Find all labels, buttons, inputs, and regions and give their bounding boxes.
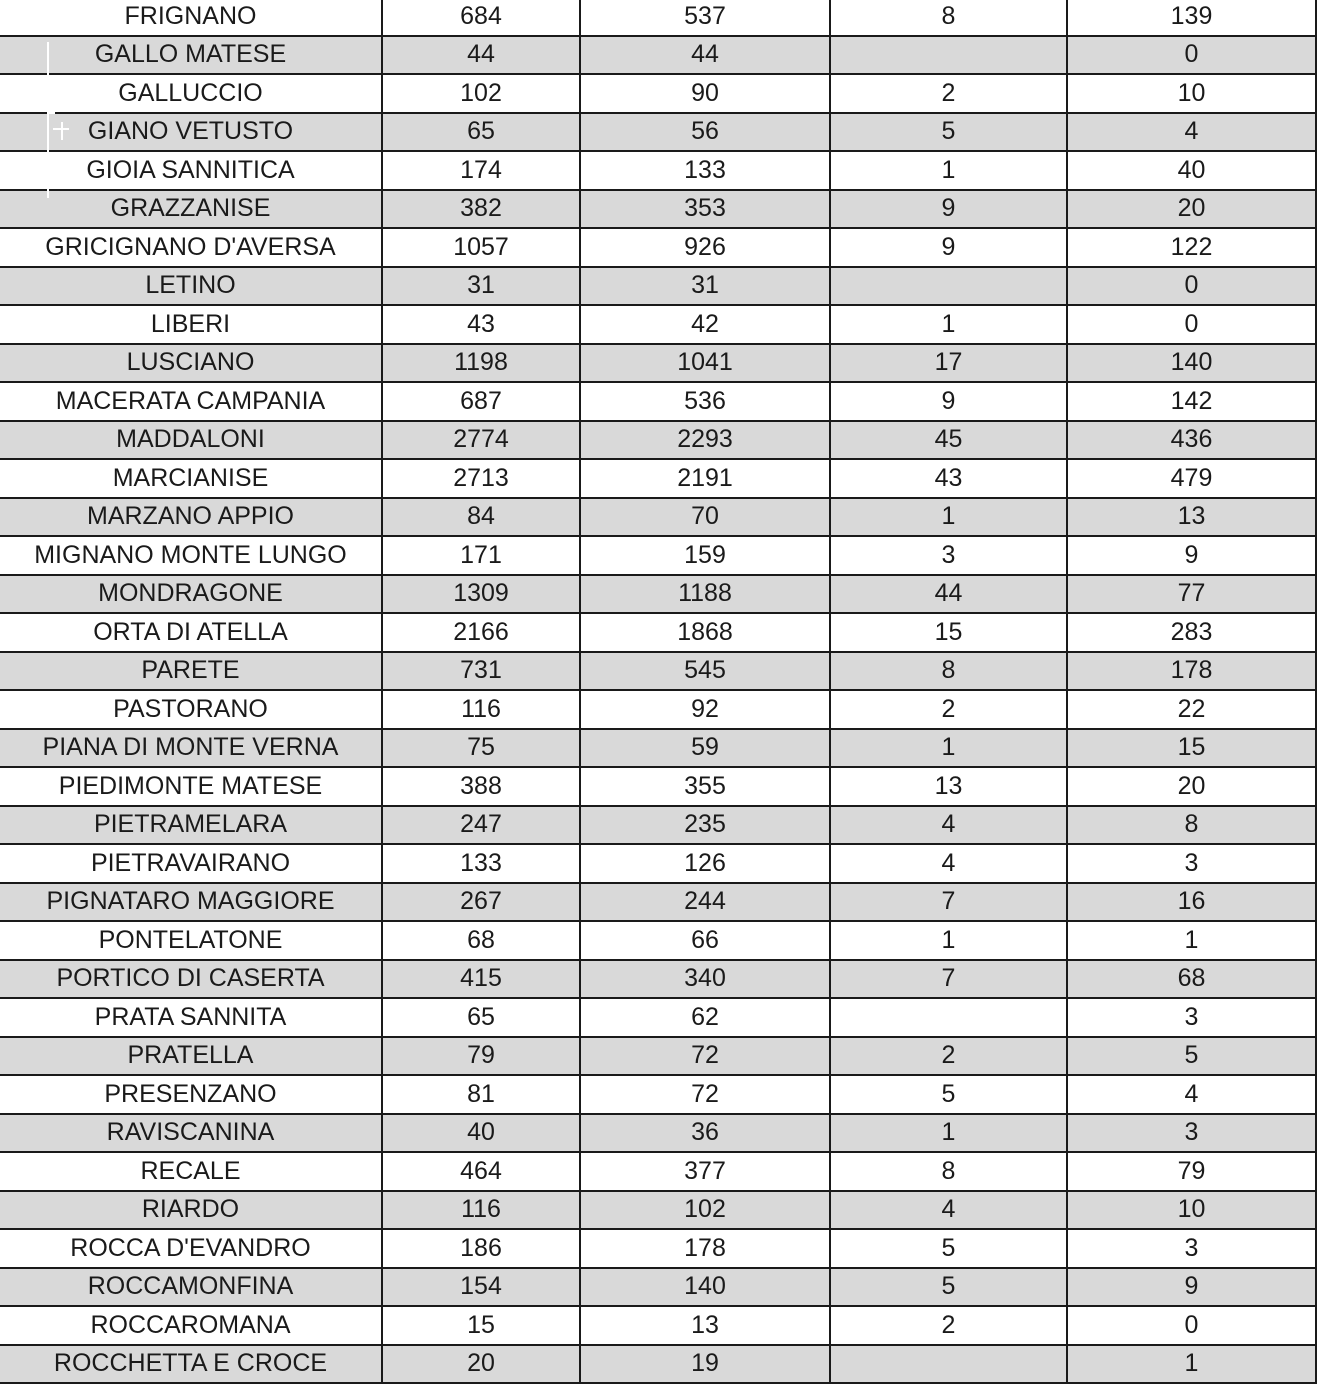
table-row bbox=[0, 536, 1316, 575]
table-row bbox=[0, 613, 1316, 652]
table-row bbox=[0, 960, 1316, 999]
value-cell-2: 536 bbox=[580, 382, 830, 421]
value-cell-3: 1 bbox=[830, 305, 1067, 344]
table-row bbox=[0, 305, 1316, 344]
value-cell-2: 102 bbox=[580, 1191, 830, 1230]
value-cell-1: 247 bbox=[382, 806, 580, 845]
municipality-cell: PIETRAMELARA bbox=[0, 806, 382, 845]
municipality-cell: FRIGNANO bbox=[0, 0, 382, 36]
value-cell-4: 139 bbox=[1067, 0, 1316, 36]
table-row bbox=[0, 1037, 1316, 1076]
municipality-cell: PASTORANO bbox=[0, 690, 382, 729]
value-cell-1: 687 bbox=[382, 382, 580, 421]
table-row bbox=[0, 228, 1316, 267]
municipality-cell: PIGNATARO MAGGIORE bbox=[0, 883, 382, 922]
municipality-cell: ROCCA D'EVANDRO bbox=[0, 1229, 382, 1268]
value-cell-1: 40 bbox=[382, 1114, 580, 1153]
value-cell-4: 436 bbox=[1067, 421, 1316, 460]
municipality-cell: PRESENZANO bbox=[0, 1075, 382, 1114]
value-cell-3: 4 bbox=[830, 1191, 1067, 1230]
municipality-cell: MIGNANO MONTE LUNGO bbox=[0, 536, 382, 575]
table-row bbox=[0, 1268, 1316, 1307]
value-cell-4: 122 bbox=[1067, 228, 1316, 267]
municipality-cell: PIETRAVAIRANO bbox=[0, 844, 382, 883]
value-cell-3: 1 bbox=[830, 151, 1067, 190]
table-row bbox=[0, 767, 1316, 806]
table-row bbox=[0, 421, 1316, 460]
value-cell-4: 0 bbox=[1067, 267, 1316, 306]
table-row bbox=[0, 267, 1316, 306]
value-cell-2: 140 bbox=[580, 1268, 830, 1307]
table-row bbox=[0, 1345, 1316, 1384]
table-row bbox=[0, 1191, 1316, 1230]
municipality-cell: PORTICO DI CASERTA bbox=[0, 960, 382, 999]
value-cell-3: 5 bbox=[830, 1229, 1067, 1268]
value-cell-3: 9 bbox=[830, 382, 1067, 421]
value-cell-3: 1 bbox=[830, 921, 1067, 960]
value-cell-2: 90 bbox=[580, 74, 830, 113]
value-cell-4: 40 bbox=[1067, 151, 1316, 190]
municipality-cell: MARZANO APPIO bbox=[0, 498, 382, 537]
value-cell-2: 545 bbox=[580, 652, 830, 691]
table-row bbox=[0, 344, 1316, 383]
municipality-cell: MACERATA CAMPANIA bbox=[0, 382, 382, 421]
municipality-cell: LIBERI bbox=[0, 305, 382, 344]
table-row bbox=[0, 1306, 1316, 1345]
value-cell-4: 79 bbox=[1067, 1152, 1316, 1191]
value-cell-3: 4 bbox=[830, 844, 1067, 883]
value-cell-2: 44 bbox=[580, 36, 830, 75]
value-cell-1: 75 bbox=[382, 729, 580, 768]
value-cell-1: 2166 bbox=[382, 613, 580, 652]
table-row bbox=[0, 113, 1316, 152]
table-row bbox=[0, 1152, 1316, 1191]
municipality-cell: RECALE bbox=[0, 1152, 382, 1191]
value-cell-2: 42 bbox=[580, 305, 830, 344]
value-cell-4: 8 bbox=[1067, 806, 1316, 845]
value-cell-4: 1 bbox=[1067, 1345, 1316, 1384]
value-cell-1: 2774 bbox=[382, 421, 580, 460]
value-cell-3: 1 bbox=[830, 1114, 1067, 1153]
value-cell-4: 1 bbox=[1067, 921, 1316, 960]
value-cell-4: 283 bbox=[1067, 613, 1316, 652]
value-cell-3: 13 bbox=[830, 767, 1067, 806]
municipality-cell: PARETE bbox=[0, 652, 382, 691]
value-cell-2: 244 bbox=[580, 883, 830, 922]
value-cell-4: 20 bbox=[1067, 190, 1316, 229]
value-cell-2: 72 bbox=[580, 1075, 830, 1114]
value-cell-2: 1041 bbox=[580, 344, 830, 383]
value-cell-1: 388 bbox=[382, 767, 580, 806]
value-cell-1: 102 bbox=[382, 74, 580, 113]
municipality-cell: MADDALONI bbox=[0, 421, 382, 460]
value-cell-3 bbox=[830, 267, 1067, 306]
table-row bbox=[0, 1114, 1316, 1153]
value-cell-4: 0 bbox=[1067, 305, 1316, 344]
value-cell-2: 340 bbox=[580, 960, 830, 999]
value-cell-4: 13 bbox=[1067, 498, 1316, 537]
municipality-cell: RIARDO bbox=[0, 1191, 382, 1230]
value-cell-1: 81 bbox=[382, 1075, 580, 1114]
value-cell-4: 140 bbox=[1067, 344, 1316, 383]
value-cell-2: 92 bbox=[580, 690, 830, 729]
municipality-cell: PIANA DI MONTE VERNA bbox=[0, 729, 382, 768]
value-cell-2: 926 bbox=[580, 228, 830, 267]
value-cell-2: 70 bbox=[580, 498, 830, 537]
table-row bbox=[0, 883, 1316, 922]
municipality-cell: GRAZZANISE bbox=[0, 190, 382, 229]
value-cell-1: 1057 bbox=[382, 228, 580, 267]
value-cell-2: 537 bbox=[580, 0, 830, 36]
value-cell-1: 174 bbox=[382, 151, 580, 190]
value-cell-4: 9 bbox=[1067, 536, 1316, 575]
value-cell-4: 3 bbox=[1067, 1114, 1316, 1153]
value-cell-3: 1 bbox=[830, 498, 1067, 537]
value-cell-1: 382 bbox=[382, 190, 580, 229]
municipality-cell: GIANO VETUSTO bbox=[0, 113, 382, 152]
value-cell-1: 2713 bbox=[382, 459, 580, 498]
value-cell-4: 16 bbox=[1067, 883, 1316, 922]
value-cell-4: 9 bbox=[1067, 1268, 1316, 1307]
table-row bbox=[0, 652, 1316, 691]
value-cell-2: 2293 bbox=[580, 421, 830, 460]
value-cell-4: 5 bbox=[1067, 1037, 1316, 1076]
value-cell-2: 72 bbox=[580, 1037, 830, 1076]
value-cell-3: 1 bbox=[830, 729, 1067, 768]
value-cell-3: 4 bbox=[830, 806, 1067, 845]
value-cell-2: 31 bbox=[580, 267, 830, 306]
value-cell-3 bbox=[830, 998, 1067, 1037]
value-cell-1: 68 bbox=[382, 921, 580, 960]
value-cell-1: 44 bbox=[382, 36, 580, 75]
municipality-cell: LUSCIANO bbox=[0, 344, 382, 383]
municipality-cell: GALLO MATESE bbox=[0, 36, 382, 75]
value-cell-1: 116 bbox=[382, 690, 580, 729]
value-cell-1: 464 bbox=[382, 1152, 580, 1191]
value-cell-1: 79 bbox=[382, 1037, 580, 1076]
value-cell-2: 235 bbox=[580, 806, 830, 845]
value-cell-3: 5 bbox=[830, 1075, 1067, 1114]
value-cell-1: 15 bbox=[382, 1306, 580, 1345]
value-cell-4: 77 bbox=[1067, 575, 1316, 614]
municipality-cell: ROCCHETTA E CROCE bbox=[0, 1345, 382, 1384]
value-cell-1: 171 bbox=[382, 536, 580, 575]
table-row bbox=[0, 690, 1316, 729]
value-cell-4: 0 bbox=[1067, 1306, 1316, 1345]
value-cell-4: 68 bbox=[1067, 960, 1316, 999]
value-cell-3: 44 bbox=[830, 575, 1067, 614]
value-cell-3: 9 bbox=[830, 190, 1067, 229]
table-row bbox=[0, 1075, 1316, 1114]
value-cell-2: 355 bbox=[580, 767, 830, 806]
value-cell-4: 142 bbox=[1067, 382, 1316, 421]
value-cell-3: 8 bbox=[830, 0, 1067, 36]
value-cell-3: 7 bbox=[830, 960, 1067, 999]
table-row bbox=[0, 151, 1316, 190]
value-cell-2: 19 bbox=[580, 1345, 830, 1384]
value-cell-1: 65 bbox=[382, 998, 580, 1037]
value-cell-4: 0 bbox=[1067, 36, 1316, 75]
municipality-cell: ROCCAMONFINA bbox=[0, 1268, 382, 1307]
municipality-cell: PIEDIMONTE MATESE bbox=[0, 767, 382, 806]
value-cell-2: 353 bbox=[580, 190, 830, 229]
value-cell-3: 8 bbox=[830, 1152, 1067, 1191]
value-cell-1: 154 bbox=[382, 1268, 580, 1307]
value-cell-4: 3 bbox=[1067, 998, 1316, 1037]
value-cell-1: 1309 bbox=[382, 575, 580, 614]
value-cell-3: 9 bbox=[830, 228, 1067, 267]
municipality-cell: ORTA DI ATELLA bbox=[0, 613, 382, 652]
value-cell-3: 43 bbox=[830, 459, 1067, 498]
value-cell-1: 731 bbox=[382, 652, 580, 691]
municipality-cell: MARCIANISE bbox=[0, 459, 382, 498]
value-cell-1: 684 bbox=[382, 0, 580, 36]
value-cell-2: 13 bbox=[580, 1306, 830, 1345]
value-cell-2: 62 bbox=[580, 998, 830, 1037]
value-cell-1: 1198 bbox=[382, 344, 580, 383]
value-cell-3: 2 bbox=[830, 1306, 1067, 1345]
table-row bbox=[0, 498, 1316, 537]
value-cell-1: 186 bbox=[382, 1229, 580, 1268]
value-cell-1: 20 bbox=[382, 1345, 580, 1384]
municipality-cell: RAVISCANINA bbox=[0, 1114, 382, 1153]
value-cell-2: 1188 bbox=[580, 575, 830, 614]
municipality-cell: MONDRAGONE bbox=[0, 575, 382, 614]
value-cell-3: 5 bbox=[830, 113, 1067, 152]
value-cell-3: 5 bbox=[830, 1268, 1067, 1307]
value-cell-1: 133 bbox=[382, 844, 580, 883]
table-row bbox=[0, 844, 1316, 883]
value-cell-4: 4 bbox=[1067, 113, 1316, 152]
value-cell-3: 17 bbox=[830, 344, 1067, 383]
value-cell-1: 65 bbox=[382, 113, 580, 152]
value-cell-1: 116 bbox=[382, 1191, 580, 1230]
value-cell-3: 3 bbox=[830, 536, 1067, 575]
table-row bbox=[0, 998, 1316, 1037]
value-cell-3: 45 bbox=[830, 421, 1067, 460]
value-cell-3: 15 bbox=[830, 613, 1067, 652]
value-cell-4: 10 bbox=[1067, 74, 1316, 113]
municipality-cell: PRATA SANNITA bbox=[0, 998, 382, 1037]
value-cell-3 bbox=[830, 1345, 1067, 1384]
municipality-cell: GALLUCCIO bbox=[0, 74, 382, 113]
value-cell-2: 126 bbox=[580, 844, 830, 883]
table-row bbox=[0, 1229, 1316, 1268]
table-row bbox=[0, 459, 1316, 498]
value-cell-1: 31 bbox=[382, 267, 580, 306]
value-cell-2: 377 bbox=[580, 1152, 830, 1191]
value-cell-4: 3 bbox=[1067, 1229, 1316, 1268]
municipality-cell: ROCCAROMANA bbox=[0, 1306, 382, 1345]
value-cell-2: 66 bbox=[580, 921, 830, 960]
value-cell-3: 2 bbox=[830, 1037, 1067, 1076]
value-cell-4: 15 bbox=[1067, 729, 1316, 768]
value-cell-1: 84 bbox=[382, 498, 580, 537]
table-row bbox=[0, 575, 1316, 614]
value-cell-4: 178 bbox=[1067, 652, 1316, 691]
value-cell-3: 2 bbox=[830, 74, 1067, 113]
municipality-cell: GRICIGNANO D'AVERSA bbox=[0, 228, 382, 267]
value-cell-1: 415 bbox=[382, 960, 580, 999]
value-cell-2: 56 bbox=[580, 113, 830, 152]
table-row bbox=[0, 921, 1316, 960]
value-cell-3 bbox=[830, 36, 1067, 75]
value-cell-2: 59 bbox=[580, 729, 830, 768]
value-cell-4: 22 bbox=[1067, 690, 1316, 729]
table-row bbox=[0, 0, 1316, 36]
value-cell-4: 479 bbox=[1067, 459, 1316, 498]
table-row bbox=[0, 74, 1316, 113]
value-cell-3: 7 bbox=[830, 883, 1067, 922]
value-cell-4: 4 bbox=[1067, 1075, 1316, 1114]
value-cell-2: 1868 bbox=[580, 613, 830, 652]
value-cell-3: 2 bbox=[830, 690, 1067, 729]
municipality-cell: GIOIA SANNITICA bbox=[0, 151, 382, 190]
municipality-cell: PONTELATONE bbox=[0, 921, 382, 960]
value-cell-4: 10 bbox=[1067, 1191, 1316, 1230]
value-cell-2: 159 bbox=[580, 536, 830, 575]
value-cell-2: 178 bbox=[580, 1229, 830, 1268]
value-cell-1: 267 bbox=[382, 883, 580, 922]
value-cell-3: 8 bbox=[830, 652, 1067, 691]
value-cell-2: 2191 bbox=[580, 459, 830, 498]
white-line-artifact bbox=[47, 42, 49, 198]
table-row bbox=[0, 190, 1316, 229]
value-cell-2: 36 bbox=[580, 1114, 830, 1153]
table-row bbox=[0, 806, 1316, 845]
value-cell-4: 20 bbox=[1067, 767, 1316, 806]
table-row bbox=[0, 382, 1316, 421]
table-row bbox=[0, 36, 1316, 75]
municipality-cell: PRATELLA bbox=[0, 1037, 382, 1076]
value-cell-2: 133 bbox=[580, 151, 830, 190]
value-cell-4: 3 bbox=[1067, 844, 1316, 883]
value-cell-1: 43 bbox=[382, 305, 580, 344]
table-row bbox=[0, 729, 1316, 768]
municipality-cell: LETINO bbox=[0, 267, 382, 306]
